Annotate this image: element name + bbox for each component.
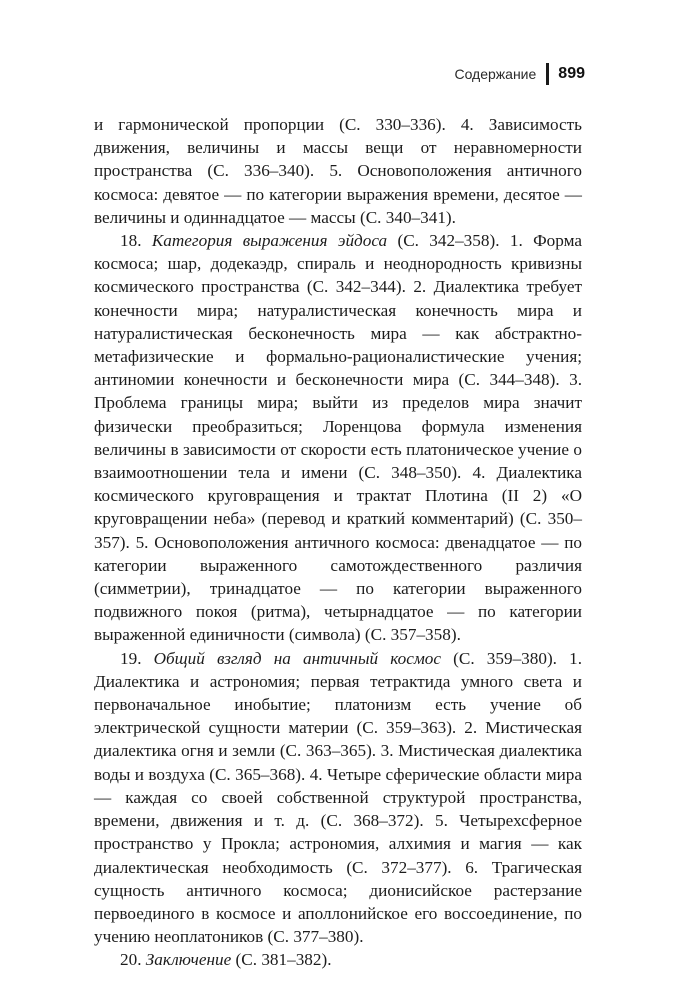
entry-title: Общий взгляд на античный космос (153, 648, 442, 668)
toc-entry-20 (94, 948, 582, 971)
page-number: 899 (558, 65, 585, 82)
running-head (454, 62, 585, 86)
paragraph-text: и гармонической пропорции (С. 330–336). 4. Зависимость движения, величины и массы вещи от неравномерности пространства (С. 336–340). 5. Основоположения античного космоса: девятое — по категории выражения времени, десятое — величины и одиннадцатое — массы (С. 340–341). (94, 115, 582, 227)
toc-paragraph-continuation (94, 113, 582, 229)
entry-text: (С. 342–358). 1. Форма космоса; шар, додекаэдр, спираль и неоднородность кривизны космического пространства (С. 342–344). 2. Диалектика требует конечности мира; натуралистическая конечность мира и натуралистическая бесконечность мира — как абстрактно-метафизические и формально-рационалистические учения; антиномии конечности и бесконечности мира (С. 344–348). 3. Проблема границы мира; выйти из пределов мира значит физически преобразиться; Лоренцова формула изменения величины в зависимости от скорости есть платоническое учение о взаимоотношении тела и имени (С. 348–350). 4. Диалектика космического круговращения и трактат Плотина (II 2) «О круговращении неба» (перевод и краткий комментарий) (С. 350–357). 5. Основоположения античного космоса: двенадцатое — по категории выраженного самотождественного различия (симметрии), тринадцатое — по категории выраженного подвижного покоя (ритма), четырнадцатое — по категории выраженной единичности (символа) (С. 357–358). (94, 231, 582, 645)
entry-number: 20. (120, 950, 142, 970)
entry-number: 19. (120, 648, 142, 668)
entry-title: Заключение (145, 950, 232, 970)
section-title: Содержание (454, 66, 537, 82)
toc-entry-19 (94, 647, 582, 949)
entry-title: Категория выражения эйдоса (151, 231, 388, 251)
entry-text: (С. 381–382). (235, 950, 332, 970)
entry-number: 18. (120, 231, 142, 251)
toc-text (94, 113, 582, 972)
toc-entry-18 (94, 229, 582, 647)
header-separator (546, 63, 549, 85)
entry-text: (С. 359–380). 1. Диалектика и астрономия; первая тетрактида умного света и первоначальное инобытие; платонизм есть учение об электрической сущности материи (С. 359–363). 2. Мистическая диалектика огня и земли (С. 363–365). 3. Мистическая диалектика воды и воздуха (С. 365–368). 4. Четыре сферические области мира — каждая со своей собственной структурой пространства, времени, движения и т. д. (С. 368–372). 5. Четырехсферное пространство у Прокла; астрономия, алхимия и магия — как диалектическая необходимость (С. 372–377). 6. Трагическая сущность античного космоса; дионисийское растерзание первоединого в космосе и аполлонийское его воссоединение, по учению неоплатоников (С. 377–380). (94, 648, 582, 947)
